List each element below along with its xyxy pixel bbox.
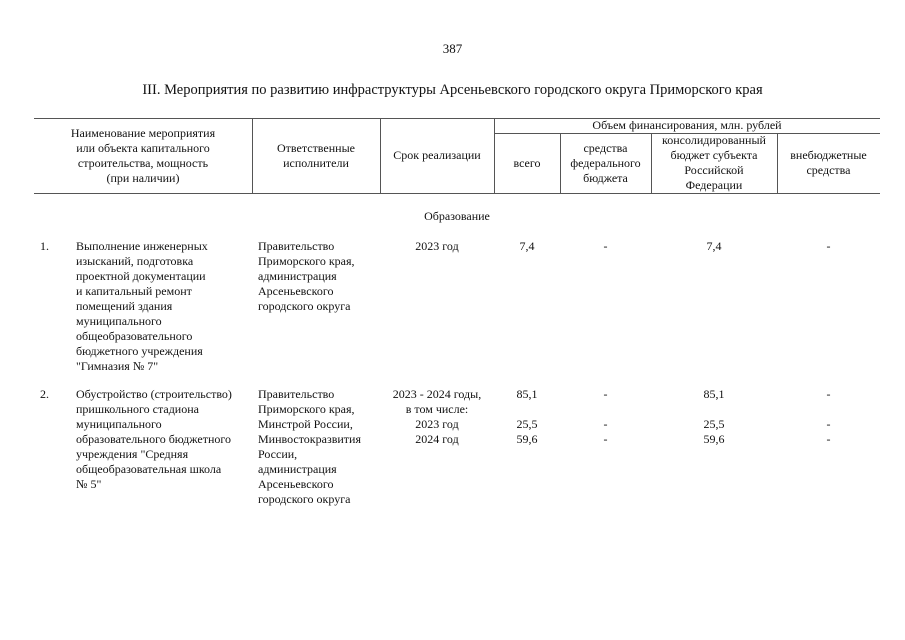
header-period: Срок реализации <box>393 148 481 162</box>
header-total: всего <box>513 155 541 170</box>
row-2-name: Обустройство (строительство) пришкольного стадиона муниципального образовательного бюджетного учреждения "Средняя общеобразовательная школа № 5" <box>76 387 232 491</box>
header-federal: средства федерального бюджета <box>570 140 641 185</box>
header-name: Наименование мероприятия или объекта капитального строительства, мощность (при наличии) <box>70 125 216 185</box>
row-2-federal: - - - <box>603 387 608 446</box>
row-2-responsible: Правительство Приморского края, Минстрой России, Минвостокразвития России, администрация Арсеньевского городского округа <box>258 387 361 506</box>
row-1-extrabudget: - <box>826 239 831 253</box>
header-regional: консолидированный бюджет субъекта Российской Федерации <box>662 133 766 192</box>
row-2-number: 2. <box>40 387 49 401</box>
row-1-period: 2023 год <box>415 239 459 253</box>
row-1-name: Выполнение инженерных изысканий, подготовка проектной документации и капитальный ремонт помещений здания муниципального общеобразовательного бюджетного учреждения "Гимназия № 7" <box>76 239 208 373</box>
row-1-regional: 7,4 <box>706 239 722 253</box>
row-1-number: 1. <box>40 239 49 253</box>
section-title: III. Мероприятия по развитию инфраструктуры Арсеньевского городского округа Приморского края <box>142 82 763 98</box>
section-label: Образование <box>424 209 490 223</box>
row-1-total: 7,4 <box>519 239 535 253</box>
row-2-total: 85,1 25,5 59,6 <box>516 387 538 446</box>
row-2-period: 2023 - 2024 годы, в том числе: 2023 год 2024 год <box>392 387 482 446</box>
header-extrabudget: внебюджетные средства <box>790 148 867 177</box>
row-1-federal: - <box>603 239 608 253</box>
header-funding-group: Объем финансирования, млн. рублей <box>592 118 782 132</box>
row-1-responsible: Правительство Приморского края, администрация Арсеньевского городского округа <box>258 239 355 313</box>
row-2-extrabudget: - - - <box>826 387 831 446</box>
page-number: 387 <box>442 41 463 56</box>
header-responsible: Ответственные исполнители <box>277 140 355 170</box>
table-header-bottom-border <box>34 193 880 194</box>
row-2-regional: 85,1 25,5 59,6 <box>703 387 725 446</box>
